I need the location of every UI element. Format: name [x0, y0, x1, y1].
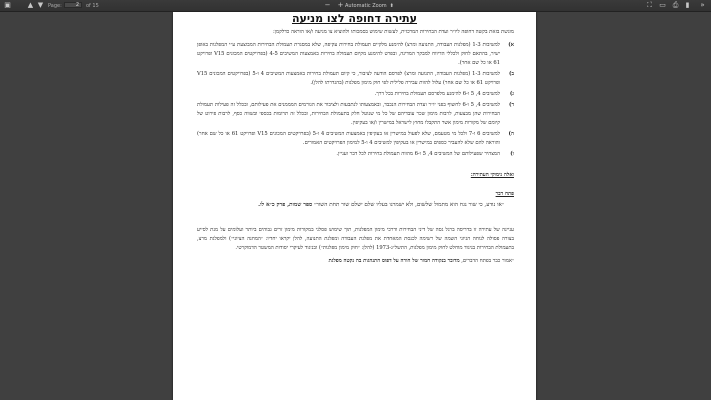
- list-marker: א): [508, 42, 514, 48]
- section-heading: ואלה נימוקי העתירה:: [470, 172, 514, 178]
- epigraph-quote: [197, 201, 514, 210]
- list-item: [197, 150, 514, 159]
- list-marker: ד): [509, 102, 514, 108]
- list-item: [197, 90, 514, 99]
- body-paragraph-2-text: ״אמור כבר בפתח הדברים,: [459, 258, 514, 264]
- print-icon[interactable]: ⎙: [672, 1, 679, 9]
- zoom-out-icon[interactable]: −: [324, 1, 331, 9]
- open-file-icon[interactable]: ▭: [659, 1, 666, 9]
- list-item-text: למשיבים 4, 5 ו-6 לחשוף בפני יו״ר ועדת הבחירות הנכבד, ובאמצעותו לנתבעות ולציבור את הגורמים המממנים את פעילותם, ובכלל זה פעילות תעמולת הבחירות שהן מבצעות, לרבות מימון שכר עובדיהם של כל מי שנוטל חלק בתעמולת הבחירות, ובכלל זה תרומות בכספי ובשווה כסף, לרבות פירוט של קיומם של מקורות מימון אשר התקבלו מחוץ לישראל במישרין ו/או בעקיפין.: [197, 102, 501, 126]
- list-item-text: למשיבים 6 ו-7 ולכל מי מטעמם, שלא לפעול במישרין או בעקיפין באמצעות המשיבים 4 ו-5 (בפרויקטים המכונים V15 ופרויקט 61 או כל שם אחר) והוראה להם שלא להעביר כספים במישרין או בעקיפין למשיבים 4 ו-5 למימון הפרויקטים האמורים.: [197, 131, 501, 146]
- zoom-in-icon[interactable]: +: [337, 1, 344, 9]
- list-item: [197, 41, 514, 68]
- list-marker: ו): [510, 151, 514, 157]
- sidebar-toggle-icon[interactable]: ▣: [4, 1, 11, 9]
- tools-icon[interactable]: »: [700, 1, 705, 9]
- zoom-select[interactable]: [345, 2, 397, 9]
- page-content: [197, 28, 514, 270]
- page-label: Page:: [48, 2, 62, 9]
- next-page-icon[interactable]: ▼: [37, 1, 44, 9]
- page-number-input[interactable]: 2: [64, 2, 82, 8]
- body-paragraph-2-bold: מדובר בנקודה חמור של חורה על דפוס התנהגות בה נקטה מפלגת: [328, 258, 460, 264]
- list-item-text: למשיבות 1-3 (מפלגות העבודה, התנועה ומרצ) לפרסם הודעה לציבור, כי קיום תעמולת בחירות באמצעות המשיבים 4 ו-5 (בפרויקטים המכונים V15 ופרויקט 61 או כל שם אחר) עלול להוות עבירה פלילית לפי חוק מימון מפלגות (בהגדרתו להלן).: [197, 71, 501, 86]
- sub-heading: פתח דבר: [495, 191, 514, 197]
- list-marker: ג): [509, 91, 514, 97]
- list-marker: ב): [509, 71, 514, 77]
- bookmark-icon[interactable]: ▮: [685, 1, 690, 9]
- list-item-text: למשיבות 1-3 (מפלגות העבודה, התנועה ומרצ) להימנע מלקיים תעמולת בחירות עקיפה, שלא במסגרת תעמולת הבחירות המבוצעת ע״י המפלגות באופן ישיר, בהתאם לחוק ולכללי הדיווח למבקר המדינה, ובפרט להימנע מקיום תעמולה בחירות באמצעות המשיבים 4-5 (בפרויקטים המכונים V15 ופרויקט 61 או כל שם אחר).: [197, 42, 501, 66]
- previous-page-icon[interactable]: ▲: [27, 1, 34, 9]
- list-item-text: המצהיר שפעילותם של המשיבים 4, 5 ו-6 מהווה תעמולת בחירות לכל דבר ועניין.: [336, 151, 500, 157]
- chevron-down-icon: ⬍: [389, 2, 394, 9]
- list-item: [197, 101, 514, 128]
- page-count: of 15: [86, 2, 99, 9]
- list-marker: ה): [508, 131, 514, 137]
- pdf-toolbar: [0, 0, 711, 12]
- body-paragraph: עניינה של עתירה זו בדריסה ברגל גסה של דיני הבחירות ודרכי מימון המפלגות, תוך שימוש פסלני במקורות מימון זרים גבוהים ביותר ועלומים על מנת לסייע בצורה פסולה לנוחה הגיוני השמה של רשימה לכנסת המאחדת את מפלגת העבודה ומפלגת התנועה, להלן יקראו יחדיו: ״המחנה הציוני״) ולמפלגת מרצ, בתעמולת הבחירות בניגוד מוחלט לחוק מימון מפלגות, התשל״ג-1973 (להלן: ״חוק מימון מפלגות״) ובניגוד לעיקרי יסודות המשטר הדמוקרטי.: [197, 227, 514, 251]
- presentation-mode-icon[interactable]: ⛶: [647, 1, 652, 9]
- list-item: [197, 130, 514, 148]
- document-viewer[interactable]: [0, 12, 711, 400]
- body-paragraph-2: [197, 257, 514, 266]
- pdf-page: [173, 12, 536, 400]
- quote-source: ספר שמות, פרק כ״א לו.: [258, 202, 313, 208]
- list-item-text: למשיבים 4, 5 ו-6 להימנע מלפרסם תעמולת בחירות בכל דרך.: [374, 91, 500, 97]
- quote-text: ״או נודע, כי שור נגח הוא מתמול שלשום, ולא ישמרנו בעליו שלם ישלם שור תחת השור״: [314, 202, 504, 208]
- zoom-value: Automatic Zoom: [345, 2, 387, 9]
- list-item: [197, 70, 514, 88]
- intro-paragraph: מוגשת בזאת בקשה דחופה ליו״ר ועדת הבחירות המרכזית, לעשות שימוש בסמכותו ולהוציא צו מניעה ו/או הוראה כדלקמן:: [272, 29, 514, 35]
- document-title: עתירה דחופה לצו מניעה: [291, 12, 418, 25]
